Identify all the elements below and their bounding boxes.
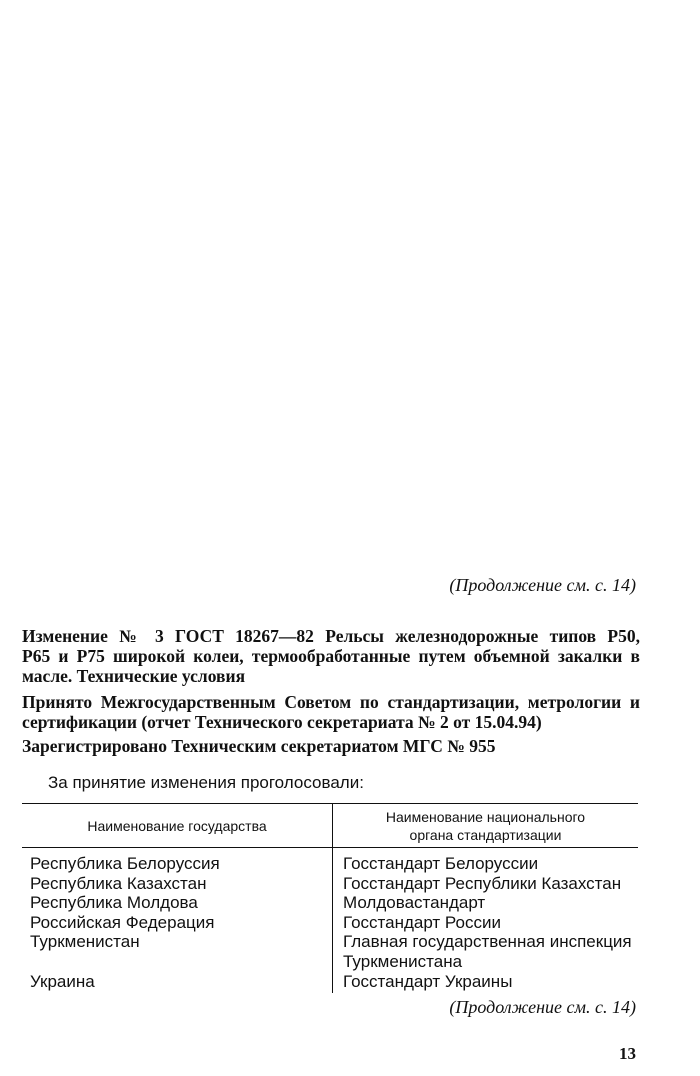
vote-intro: За принятие изменения проголосовали: (48, 773, 364, 792)
amendment-title-line: Р65 и Р75 широкой колеи, термообработанные путем объемной закалки в (22, 646, 640, 666)
adoption-line: сертификации (отчет Технического секретариата № 2 от 15.04.94) (22, 712, 542, 732)
state-cell: Туркменистан (30, 932, 140, 952)
continuation-note-bottom: (Продолжение см. с. 14) (449, 997, 636, 1017)
state-cell: Украина (30, 971, 95, 991)
adoption-line: Принято Межгосударственным Советом по стандартизации, метрологии и (22, 692, 640, 712)
state-cell (30, 952, 332, 972)
state-cell: Российская Федерация (30, 912, 215, 932)
header-standards-body-line: органа стандартизации (409, 826, 562, 843)
voting-table (22, 803, 638, 993)
table-body (22, 848, 638, 993)
continuation-note-top: (Продолжение см. с. 14) (449, 575, 636, 595)
registration-statement: Зарегистрировано Техническим секретариатом МГС № 955 (22, 736, 496, 756)
amendment-title (22, 626, 640, 686)
states-column (22, 848, 332, 993)
adoption-statement (22, 692, 640, 732)
standards-body-cell: Госстандарт Республики Казахстан (343, 873, 622, 893)
amendment-title-line: Изменение № 3 ГОСТ 18267—82 Рельсы железнодорожные типов Р50, (22, 626, 640, 646)
standards-body-cell: Госстандарт России (343, 912, 501, 932)
page-number: 13 (619, 1044, 636, 1063)
table-header-row (22, 804, 638, 848)
standards-body-cell: Молдовастандарт (343, 893, 486, 913)
amendment-title-line: масле. Технические условия (22, 666, 246, 686)
header-standards-body-line: Наименование национального (385, 808, 586, 825)
header-state: Наименование государства (87, 817, 267, 834)
standards-body-cell: Главная государственная инспекция (343, 932, 632, 952)
state-cell: Республика Белоруссия (30, 854, 220, 873)
state-cell: Республика Казахстан (30, 873, 207, 893)
standards-body-cell: Госстандарт Украины (343, 971, 513, 991)
standards-bodies-column (332, 848, 638, 993)
standards-body-cell: Госстандарт Белоруссии (343, 854, 539, 873)
header-standards-body (332, 804, 638, 847)
standards-body-cell: Туркменистана (343, 951, 463, 971)
state-cell: Республика Молдова (30, 893, 198, 913)
